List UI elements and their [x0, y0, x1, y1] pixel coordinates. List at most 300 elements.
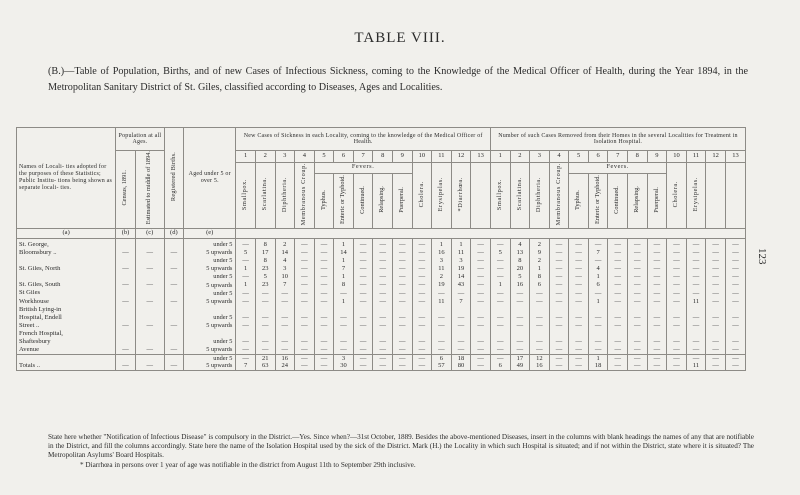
diarrhoea-footnote: * Diarrhœa in persons over 1 year of age was notifiable in the district from August 11th to September 29th inclusive.	[80, 461, 416, 469]
removed-case-count: —	[608, 282, 628, 290]
removed-case-count: —	[686, 338, 706, 346]
removed-case-count: —	[686, 249, 706, 257]
removed-case-count: 6	[530, 282, 550, 290]
removed-case-count	[706, 306, 726, 314]
age-group: 5 upwards	[184, 322, 236, 330]
disease-name: Scarlatina.	[515, 177, 523, 211]
removed-cases-header: Number of such Cases Removed from their Homes in the several Localities for Treatment in Isolation Hospital.	[490, 128, 745, 151]
removed-case-count: —	[490, 266, 510, 274]
new-case-count: —	[314, 363, 334, 371]
new-case-count	[236, 330, 256, 338]
new-case-count: —	[373, 290, 393, 298]
removed-case-count: —	[608, 249, 628, 257]
removed-case-count: —	[569, 314, 589, 322]
new-case-count: 5	[236, 249, 256, 257]
new-case-count: —	[275, 290, 295, 298]
new-case-count: —	[471, 355, 491, 363]
new-case-count: —	[392, 363, 412, 371]
removed-case-count: —	[530, 322, 550, 330]
removed-case-count: —	[549, 363, 569, 371]
removed-case-count: —	[706, 282, 726, 290]
removed-case-count	[686, 306, 706, 314]
new-case-count: —	[412, 322, 432, 330]
removed-case-count: —	[647, 355, 667, 363]
table-caption: (B.)—Table of Population, Births, and of new Cases of Infectious Sickness, coming to the Knowledge of the Medical Officer of Health, during the Year 1894, in the Metropolitan Sanitary District of St. Giles, classified according to Diseases, Ages and Localities.	[48, 66, 748, 93]
new-case-count: —	[412, 338, 432, 346]
locality-name: Shaftesbury	[17, 338, 116, 346]
removed-case-count: —	[725, 249, 745, 257]
removed-case-count: —	[530, 290, 550, 298]
removed-case-count: —	[706, 314, 726, 322]
removed-case-count: —	[725, 363, 745, 371]
column-number: 12	[451, 151, 471, 163]
census-value: —	[116, 363, 136, 371]
disease-name: Continued.	[358, 185, 366, 214]
estimated-value: —	[135, 266, 164, 274]
disease-column-header	[432, 163, 452, 229]
removed-case-count: —	[569, 298, 589, 306]
new-case-count: —	[334, 314, 354, 322]
removed-case-count: —	[530, 298, 550, 306]
table-row	[17, 238, 746, 249]
new-case-count: 18	[451, 355, 471, 363]
new-case-count: —	[451, 314, 471, 322]
removed-case-count: —	[628, 282, 648, 290]
age-group: under 5	[184, 290, 236, 298]
age-group: under 5	[184, 258, 236, 266]
new-case-count: —	[295, 290, 315, 298]
new-case-count: —	[275, 298, 295, 306]
new-case-count: —	[314, 347, 334, 355]
births-value: —	[164, 266, 184, 274]
new-case-count: 16	[275, 355, 295, 363]
new-case-count: 1	[451, 238, 471, 249]
removed-case-count: —	[510, 298, 530, 306]
removed-case-count: —	[647, 363, 667, 371]
column-number: 5	[314, 151, 334, 163]
removed-case-count: —	[549, 338, 569, 346]
fever-column-header	[628, 173, 648, 228]
new-case-count: —	[471, 249, 491, 257]
new-case-count: 4	[275, 258, 295, 266]
age-group: under 5	[184, 274, 236, 282]
new-case-count: 30	[334, 363, 354, 371]
removed-case-count: —	[686, 290, 706, 298]
removed-case-count: —	[647, 258, 667, 266]
new-case-count	[412, 330, 432, 338]
new-case-count	[353, 330, 373, 338]
table-row	[17, 306, 746, 314]
removed-case-count: —	[490, 314, 510, 322]
new-case-count: 11	[451, 249, 471, 257]
removed-case-count: —	[530, 314, 550, 322]
births-value	[164, 274, 184, 282]
births-header: Registered Births.	[164, 128, 184, 229]
column-number: 6	[334, 151, 354, 163]
disease-column-header	[530, 163, 550, 229]
removed-case-count: —	[608, 258, 628, 266]
census-value: —	[116, 266, 136, 274]
new-case-count: —	[236, 347, 256, 355]
removed-case-count: —	[706, 266, 726, 274]
new-case-count: 1	[432, 238, 452, 249]
new-case-count	[471, 306, 491, 314]
removed-case-count: —	[647, 338, 667, 346]
new-case-count: —	[236, 290, 256, 298]
new-case-count: 24	[275, 363, 295, 371]
disease-name: Relapsing.	[633, 186, 640, 213]
removed-case-count: 8	[530, 274, 550, 282]
census-value	[116, 314, 136, 322]
disease-name: Smallpox.	[495, 178, 503, 210]
statistics-table	[16, 127, 746, 371]
disease-name: *Diarrhœa.	[456, 176, 464, 212]
disease-column-header	[725, 163, 745, 229]
removed-case-count: —	[725, 238, 745, 249]
age-group: 5 upwards	[184, 282, 236, 290]
new-case-count: —	[432, 347, 452, 355]
removed-case-count: —	[628, 298, 648, 306]
new-case-count: —	[392, 282, 412, 290]
removed-case-count: —	[588, 238, 608, 249]
removed-case-count: —	[686, 347, 706, 355]
new-case-count	[432, 306, 452, 314]
removed-case-count: —	[608, 338, 628, 346]
new-case-count: —	[373, 266, 393, 274]
fever-column-header	[334, 173, 354, 228]
removed-case-count: —	[569, 282, 589, 290]
locality-name	[17, 258, 116, 266]
births-value	[164, 314, 184, 322]
removed-case-count: —	[510, 347, 530, 355]
removed-case-count	[588, 306, 608, 314]
new-case-count: —	[412, 355, 432, 363]
new-case-count: —	[236, 322, 256, 330]
new-case-count: 57	[432, 363, 452, 371]
new-case-count: —	[353, 274, 373, 282]
removed-case-count: —	[628, 249, 648, 257]
table-row	[17, 249, 746, 257]
column-number: 9	[392, 151, 412, 163]
removed-case-count	[530, 330, 550, 338]
new-case-count: —	[353, 338, 373, 346]
removed-case-count: —	[667, 347, 687, 355]
removed-case-count: 4	[588, 266, 608, 274]
census-value	[116, 306, 136, 314]
new-case-count: 23	[255, 266, 275, 274]
removed-case-count: —	[510, 322, 530, 330]
births-value	[164, 290, 184, 298]
column-number: 13	[725, 151, 745, 163]
births-value: —	[164, 298, 184, 306]
new-case-count: —	[392, 266, 412, 274]
new-case-count: —	[432, 314, 452, 322]
removed-case-count: —	[667, 338, 687, 346]
new-case-count	[255, 306, 275, 314]
new-case-count	[451, 306, 471, 314]
new-case-count: —	[471, 363, 491, 371]
new-case-count: —	[392, 258, 412, 266]
census-value: —	[116, 298, 136, 306]
disease-column-header	[295, 163, 315, 229]
new-case-count: —	[353, 314, 373, 322]
removed-case-count: —	[706, 363, 726, 371]
removed-case-count: —	[667, 258, 687, 266]
new-case-count: —	[373, 282, 393, 290]
new-case-count: —	[334, 290, 354, 298]
removed-case-count: —	[628, 338, 648, 346]
locality-name: Totals ..	[17, 363, 116, 371]
disease-column-header	[490, 163, 510, 229]
new-case-count	[432, 330, 452, 338]
column-number: 12	[706, 151, 726, 163]
column-number: 8	[373, 151, 393, 163]
new-case-count: —	[295, 258, 315, 266]
table-title: TABLE VIII.	[354, 30, 446, 46]
new-case-count: —	[295, 282, 315, 290]
removed-case-count: —	[530, 338, 550, 346]
removed-case-count: —	[549, 274, 569, 282]
new-case-count: —	[255, 298, 275, 306]
removed-case-count: —	[588, 314, 608, 322]
new-case-count: —	[314, 322, 334, 330]
disease-column-header	[471, 163, 491, 229]
new-case-count: —	[373, 322, 393, 330]
removed-case-count: —	[706, 238, 726, 249]
new-case-count	[275, 330, 295, 338]
removed-case-count: —	[725, 347, 745, 355]
fevers-group-header: Fevers.	[569, 163, 667, 174]
removed-case-count: —	[569, 363, 589, 371]
table-row	[17, 322, 746, 330]
removed-case-count	[667, 306, 687, 314]
new-case-count: —	[412, 363, 432, 371]
removed-case-count: —	[510, 314, 530, 322]
new-case-count: —	[236, 298, 256, 306]
new-case-count: 14	[275, 249, 295, 257]
new-case-count	[412, 306, 432, 314]
removed-case-count	[608, 306, 628, 314]
removed-case-count: 7	[588, 249, 608, 257]
removed-case-count: —	[667, 290, 687, 298]
new-case-count: —	[295, 266, 315, 274]
new-case-count: —	[471, 347, 491, 355]
disease-name: Erysipelas.	[437, 176, 445, 212]
new-case-count: 43	[451, 282, 471, 290]
removed-case-count: —	[706, 338, 726, 346]
new-case-count	[392, 306, 412, 314]
new-case-count: —	[295, 355, 315, 363]
new-case-count: —	[275, 347, 295, 355]
new-case-count: —	[314, 266, 334, 274]
removed-case-count	[490, 330, 510, 338]
disease-name: Typhus.	[319, 189, 327, 210]
new-case-count: 80	[451, 363, 471, 371]
new-case-count: —	[471, 266, 491, 274]
new-case-count: 19	[432, 282, 452, 290]
table-row	[17, 355, 746, 363]
removed-case-count	[725, 306, 745, 314]
column-number: 1	[490, 151, 510, 163]
new-case-count: —	[314, 298, 334, 306]
new-case-count	[392, 330, 412, 338]
locality-name: Street ..	[17, 322, 116, 330]
estimated-value: —	[135, 347, 164, 355]
locality-name: British Lying-in	[17, 306, 116, 314]
new-case-count: 14	[451, 274, 471, 282]
removed-case-count: —	[608, 363, 628, 371]
table-row	[17, 258, 746, 266]
new-case-count: —	[451, 322, 471, 330]
new-case-count: —	[334, 347, 354, 355]
removed-case-count: 1	[588, 298, 608, 306]
new-case-count: —	[373, 314, 393, 322]
removed-case-count: —	[686, 258, 706, 266]
estimated-header: Estimated to middle of 1894.	[135, 151, 164, 229]
removed-case-count: —	[608, 355, 628, 363]
disease-column-header	[510, 163, 530, 229]
estimated-value: —	[135, 322, 164, 330]
new-case-count: —	[392, 238, 412, 249]
new-case-count: —	[432, 290, 452, 298]
removed-case-count: —	[647, 314, 667, 322]
removed-case-count: —	[686, 322, 706, 330]
column-number: 10	[412, 151, 432, 163]
estimated-value	[135, 306, 164, 314]
new-case-count: —	[471, 290, 491, 298]
removed-case-count: —	[490, 338, 510, 346]
new-case-count: —	[314, 274, 334, 282]
fever-column-header	[588, 173, 608, 228]
births-value	[164, 338, 184, 346]
blank-cell	[236, 228, 746, 238]
column-number: 11	[686, 151, 706, 163]
removed-case-count: —	[647, 249, 667, 257]
removed-case-count: 20	[510, 266, 530, 274]
new-case-count: 3	[432, 258, 452, 266]
disease-name: Smallpox.	[241, 178, 249, 210]
new-case-count: —	[471, 322, 491, 330]
removed-case-count: —	[686, 282, 706, 290]
census-value: —	[116, 282, 136, 290]
new-case-count: 63	[255, 363, 275, 371]
disease-column-header	[667, 163, 687, 229]
removed-case-count	[510, 306, 530, 314]
new-case-count: —	[392, 347, 412, 355]
new-case-count: —	[295, 314, 315, 322]
disease-name: Cholera.	[672, 181, 680, 208]
estimated-value	[135, 238, 164, 249]
disease-name: Cholera.	[417, 181, 425, 208]
removed-case-count: 6	[490, 363, 510, 371]
removed-case-count: —	[549, 238, 569, 249]
new-case-count	[314, 330, 334, 338]
new-case-count: —	[255, 314, 275, 322]
removed-case-count: —	[490, 298, 510, 306]
new-case-count: —	[392, 355, 412, 363]
new-case-count: —	[373, 274, 393, 282]
column-number: 4	[549, 151, 569, 163]
new-case-count: —	[471, 282, 491, 290]
new-case-count: —	[295, 338, 315, 346]
removed-case-count: —	[628, 290, 648, 298]
removed-case-count: —	[725, 274, 745, 282]
new-case-count: —	[255, 322, 275, 330]
new-case-count: —	[373, 249, 393, 257]
removed-case-count: —	[549, 314, 569, 322]
new-case-count: 17	[255, 249, 275, 257]
fevers-group-header: Fevers.	[314, 163, 412, 174]
removed-case-count	[628, 306, 648, 314]
births-value: —	[164, 363, 184, 371]
disease-name: Puerperal.	[652, 186, 660, 213]
removed-case-count: —	[706, 290, 726, 298]
removed-case-count	[569, 330, 589, 338]
removed-case-count: —	[725, 282, 745, 290]
new-case-count: 11	[432, 266, 452, 274]
new-case-count	[236, 306, 256, 314]
column-number: 5	[569, 151, 589, 163]
removed-case-count: —	[569, 249, 589, 257]
new-case-count: —	[295, 363, 315, 371]
removed-case-count: 1	[490, 282, 510, 290]
new-case-count: —	[392, 338, 412, 346]
removed-case-count	[608, 330, 628, 338]
removed-case-count	[647, 306, 667, 314]
removed-case-count: —	[510, 338, 530, 346]
removed-case-count: —	[490, 290, 510, 298]
table-row	[17, 363, 746, 371]
new-case-count: —	[412, 274, 432, 282]
removed-case-count: —	[549, 355, 569, 363]
removed-case-count: —	[706, 298, 726, 306]
fever-column-header	[392, 173, 412, 228]
removed-case-count: 11	[686, 363, 706, 371]
table-row	[17, 298, 746, 306]
new-case-count: —	[412, 258, 432, 266]
removed-case-count: —	[706, 274, 726, 282]
removed-case-count: —	[725, 314, 745, 322]
removed-case-count: —	[549, 282, 569, 290]
removed-case-count: —	[549, 258, 569, 266]
locality-name	[17, 355, 116, 363]
new-case-count: 7	[275, 282, 295, 290]
new-case-count	[373, 306, 393, 314]
new-case-count: —	[314, 355, 334, 363]
column-number: 3	[530, 151, 550, 163]
removed-case-count	[530, 306, 550, 314]
removed-case-count: —	[588, 347, 608, 355]
removed-case-count: —	[667, 266, 687, 274]
census-value: —	[116, 322, 136, 330]
new-case-count: 21	[255, 355, 275, 363]
census-value: —	[116, 249, 136, 257]
removed-case-count: —	[667, 355, 687, 363]
new-case-count: —	[295, 274, 315, 282]
removed-case-count: —	[490, 258, 510, 266]
locality-name: French Hospital,	[17, 330, 116, 338]
new-case-count	[353, 306, 373, 314]
locality-name	[17, 274, 116, 282]
age-group: 5 upwards	[184, 249, 236, 257]
new-case-count: —	[314, 290, 334, 298]
removed-case-count: —	[725, 338, 745, 346]
new-case-count: —	[236, 238, 256, 249]
census-value	[116, 258, 136, 266]
removed-case-count: —	[628, 314, 648, 322]
removed-case-count: —	[569, 338, 589, 346]
removed-case-count: —	[628, 266, 648, 274]
